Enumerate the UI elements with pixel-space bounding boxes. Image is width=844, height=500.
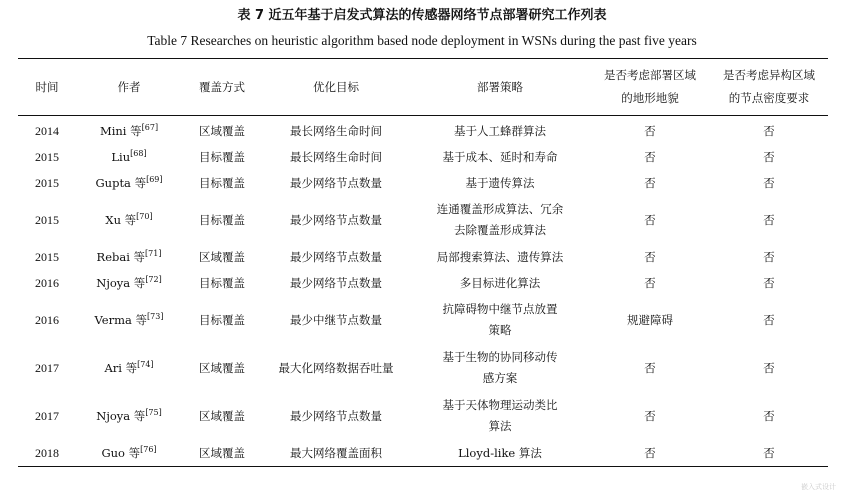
cell-strategy (410, 392, 590, 440)
cell-density: 否 (763, 123, 775, 138)
cell-coverage: 目标覆盖 (199, 212, 245, 227)
strategy-line1: 连通覆盖形成算法、冗余 (436, 202, 564, 216)
cell-goal: 最少中继节点数量 (290, 312, 382, 327)
cell-density: 否 (763, 275, 775, 290)
research-table (18, 58, 828, 467)
cell-terrain: 否 (644, 123, 656, 138)
strategy-line1: 多目标进化算法 (459, 275, 541, 290)
strategy-line1: 基于成本、延时和寿命 (442, 149, 558, 164)
cell-terrain: 否 (644, 275, 656, 290)
cell-coverage: 区域覆盖 (199, 408, 245, 423)
cell-strategy (410, 440, 590, 467)
cell-goal: 最少网络节点数量 (290, 408, 382, 423)
author-citation: [69] (146, 174, 163, 184)
table-row (18, 144, 828, 170)
cell-strategy (410, 144, 590, 170)
header-strategy: 部署策略 (410, 59, 590, 116)
cell-goal: 最少网络节点数量 (290, 249, 382, 264)
cell-year: 2018 (18, 440, 76, 467)
cell-author (76, 170, 182, 196)
cell-terrain: 否 (644, 249, 656, 264)
author-citation: [70] (136, 211, 153, 221)
strategy-line1: 基于生物的协同移动传 (442, 350, 558, 364)
author-name: Guo 等 (101, 445, 141, 460)
cell-density: 否 (710, 440, 828, 467)
cell-goal: 最长网络生命时间 (290, 149, 382, 164)
cell-year: 2015 (35, 149, 59, 164)
table-row (18, 270, 828, 296)
table-row (18, 170, 828, 196)
author-citation: [74] (137, 359, 154, 369)
cell-goal: 最长网络生命时间 (290, 123, 382, 138)
watermark: 嵌入式设计 (801, 483, 836, 491)
cell-terrain: 否 (644, 149, 656, 164)
strategy-line2: 去除覆盖形成算法 (454, 223, 546, 237)
header-terrain-line2: 的地形地貌 (621, 91, 679, 105)
strategy-line1: Lloyd-like 算法 (458, 445, 542, 460)
table-row (18, 392, 828, 440)
strategy-line2: 策略 (488, 323, 512, 337)
cell-terrain: 否 (590, 440, 710, 467)
cell-goal: 最大网络覆盖面积 (262, 440, 410, 467)
cell-author (76, 270, 182, 296)
strategy-line1: 基于天体物理运动类比 (442, 398, 558, 412)
cell-coverage: 区域覆盖 (199, 249, 245, 264)
header-author: 作者 (76, 59, 182, 116)
cell-terrain: 否 (644, 212, 656, 227)
cell-year: 2015 (35, 212, 59, 227)
cell-strategy (410, 170, 590, 196)
cell-author (76, 196, 182, 244)
cell-coverage: 目标覆盖 (199, 175, 245, 190)
cell-year: 2017 (35, 408, 59, 423)
cell-strategy (410, 116, 590, 145)
strategy-line1: 基于遗传算法 (465, 175, 535, 190)
cell-density: 否 (763, 312, 775, 327)
author-name: Xu 等 (105, 212, 137, 227)
cell-terrain: 否 (644, 408, 656, 423)
cell-year: 2017 (35, 360, 59, 375)
cell-author (76, 392, 182, 440)
cell-strategy (410, 196, 590, 244)
header-coverage: 覆盖方式 (182, 59, 262, 116)
cell-coverage: 区域覆盖 (199, 360, 245, 375)
cell-goal: 最少网络节点数量 (290, 175, 382, 190)
table-row (18, 344, 828, 392)
cell-year: 2015 (35, 175, 59, 190)
header-row (18, 59, 828, 116)
author-name: Rebai 等 (96, 249, 146, 264)
strategy-line1: 抗障碍物中继节点放置 (442, 302, 558, 316)
cell-goal: 最少网络节点数量 (290, 212, 382, 227)
table-title-en: Table 7 Researches on heuristic algorithm based node deployment in WSNs during the past five years (147, 33, 697, 48)
author-citation: [71] (145, 248, 162, 258)
author-name: Gupta 等 (95, 175, 147, 190)
header-terrain-line1: 是否考虑部署区域 (604, 68, 696, 82)
cell-goal: 最大化网络数据吞吐量 (278, 360, 394, 375)
cell-year: 2016 (35, 275, 59, 290)
cell-density: 否 (763, 175, 775, 190)
cell-year: 2016 (35, 312, 59, 327)
author-name: Mini 等 (99, 123, 142, 138)
author-citation: [76] (140, 444, 157, 454)
cell-year: 2014 (35, 123, 59, 138)
cell-density: 否 (763, 212, 775, 227)
cell-author (76, 344, 182, 392)
cell-author (76, 144, 182, 170)
table-row (18, 196, 828, 244)
cell-terrain: 规避障碍 (627, 312, 673, 327)
table-row (18, 296, 828, 344)
cell-strategy (410, 296, 590, 344)
strategy-line2: 算法 (488, 419, 512, 433)
cell-goal: 最少网络节点数量 (290, 275, 382, 290)
cell-coverage: 目标覆盖 (199, 275, 245, 290)
cell-strategy (410, 344, 590, 392)
strategy-line1: 基于人工蜂群算法 (454, 123, 546, 138)
header-density-line1: 是否考虑异构区域 (723, 68, 815, 82)
cell-strategy (410, 270, 590, 296)
strategy-line2: 感方案 (482, 371, 518, 385)
author-name: Njoya 等 (96, 275, 146, 290)
cell-coverage: 区域覆盖 (199, 123, 245, 138)
cell-year: 2015 (35, 249, 59, 264)
author-citation: [75] (145, 407, 162, 417)
author-citation: [68] (130, 148, 147, 158)
header-time: 时间 (18, 59, 76, 116)
cell-terrain: 否 (644, 175, 656, 190)
author-citation: [72] (145, 274, 162, 284)
cell-author (76, 296, 182, 344)
cell-strategy (410, 244, 590, 270)
table-title-cn: 表 7 近五年基于启发式算法的传感器网络节点部署研究工作列表 (237, 8, 607, 23)
author-name: Liu (111, 149, 131, 164)
cell-author (76, 244, 182, 270)
cell-coverage: 目标覆盖 (199, 312, 245, 327)
cell-density: 否 (763, 360, 775, 375)
author-name: Ari 等 (104, 360, 138, 375)
header-terrain (590, 59, 710, 116)
author-citation: [73] (147, 311, 164, 321)
cell-author (76, 116, 182, 145)
author-name: Verma 等 (94, 312, 148, 327)
header-density-line2: 的节点密度要求 (728, 91, 810, 105)
cell-density: 否 (763, 149, 775, 164)
table-row (18, 440, 828, 467)
header-goal: 优化目标 (262, 59, 410, 116)
cell-author (76, 440, 182, 467)
table-row (18, 116, 828, 145)
cell-terrain: 否 (644, 360, 656, 375)
author-name: Njoya 等 (96, 408, 146, 423)
table-row (18, 244, 828, 270)
cell-coverage: 区域覆盖 (182, 440, 262, 467)
author-citation: [67] (141, 122, 159, 132)
header-density (710, 59, 828, 116)
cell-density: 否 (763, 249, 775, 264)
cell-coverage: 目标覆盖 (199, 149, 245, 164)
strategy-line1: 局部搜索算法、遗传算法 (436, 249, 564, 264)
cell-density: 否 (763, 408, 775, 423)
table-body (18, 116, 828, 467)
